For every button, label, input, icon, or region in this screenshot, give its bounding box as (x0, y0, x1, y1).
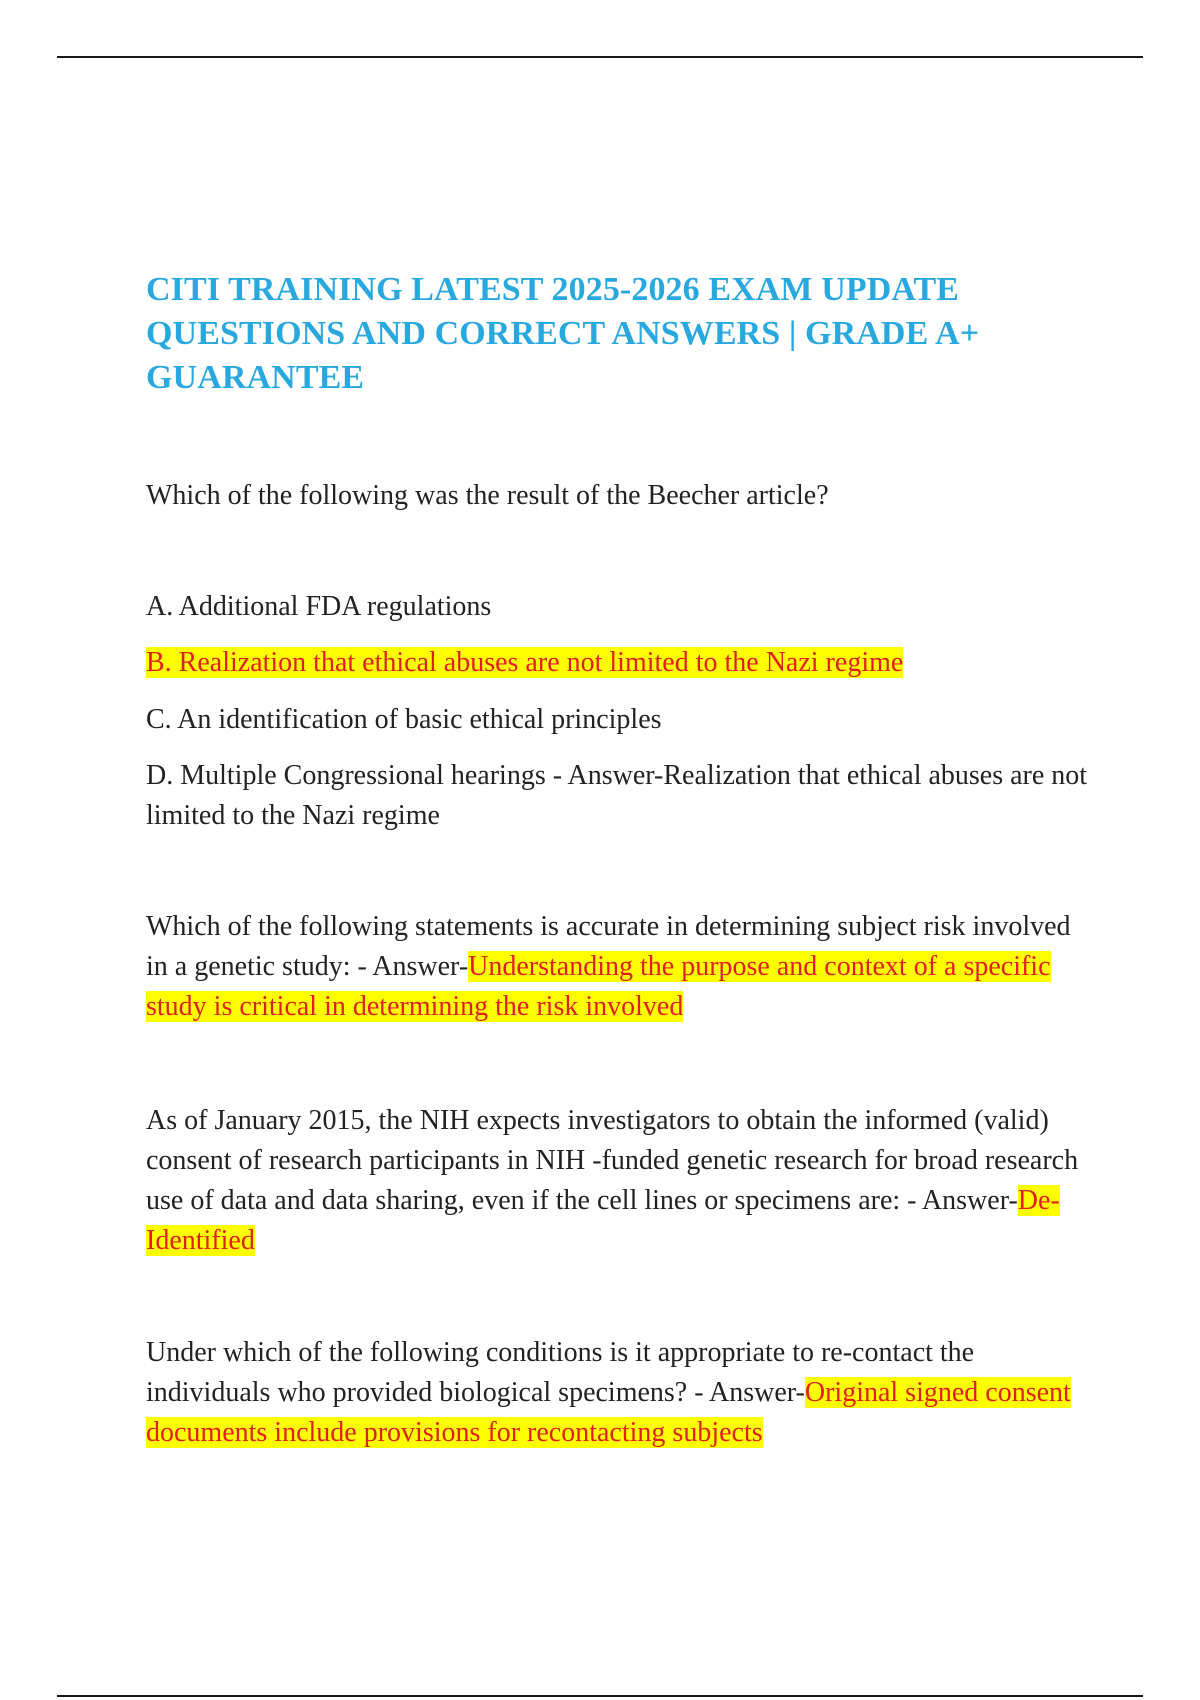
question-1-option-c: C. An identification of basic ethical principles (146, 704, 662, 735)
question-3-text: As of January 2015, the NIH expects investigators to obtain the informed (valid) consent of research participants in NIH -funded genetic research for broad research use of data and data sharing, even if the cell lines or specimens are: - Answer- (146, 1105, 1079, 1216)
question-2 (146, 907, 1091, 1027)
document-title: CITI TRAINING LATEST 2025-2026 EXAM UPDATE QUESTIONS AND CORRECT ANSWERS | GRADE A+ GUARANTEE (146, 271, 980, 396)
question-1-option-b-correct (146, 643, 1091, 683)
question-3 (146, 1101, 1091, 1261)
question-1-option-a: A. Additional FDA regulations (146, 591, 492, 622)
question-3-answer: De-Identified (146, 1185, 1060, 1256)
question-4 (146, 1333, 1091, 1453)
question-1-option-d: D. Multiple Congressional hearings - Answer-Realization that ethical abuses are not limited to the Nazi regime (146, 760, 1088, 831)
question-1: Which of the following was the result of the Beecher article? (146, 480, 829, 511)
question-2-text: Which of the following statements is accurate in determining subject risk involved in a genetic study: - Answer- (146, 911, 1071, 982)
question-4-text: Under which of the following conditions is it appropriate to re-contact the individuals who provided biological specimens? - Answer- (146, 1337, 975, 1408)
highlighted-answer: B. Realization that ethical abuses are not limited to the Nazi regime (146, 647, 904, 678)
question-4-answer: Original signed consent documents include provisions for recontacting subjects (146, 1377, 1071, 1448)
bottom-rule (57, 1695, 1143, 1697)
question-2-answer: Understanding the purpose and context of a specific study is critical in determining the risk involved (146, 951, 1051, 1022)
top-rule (57, 56, 1143, 58)
